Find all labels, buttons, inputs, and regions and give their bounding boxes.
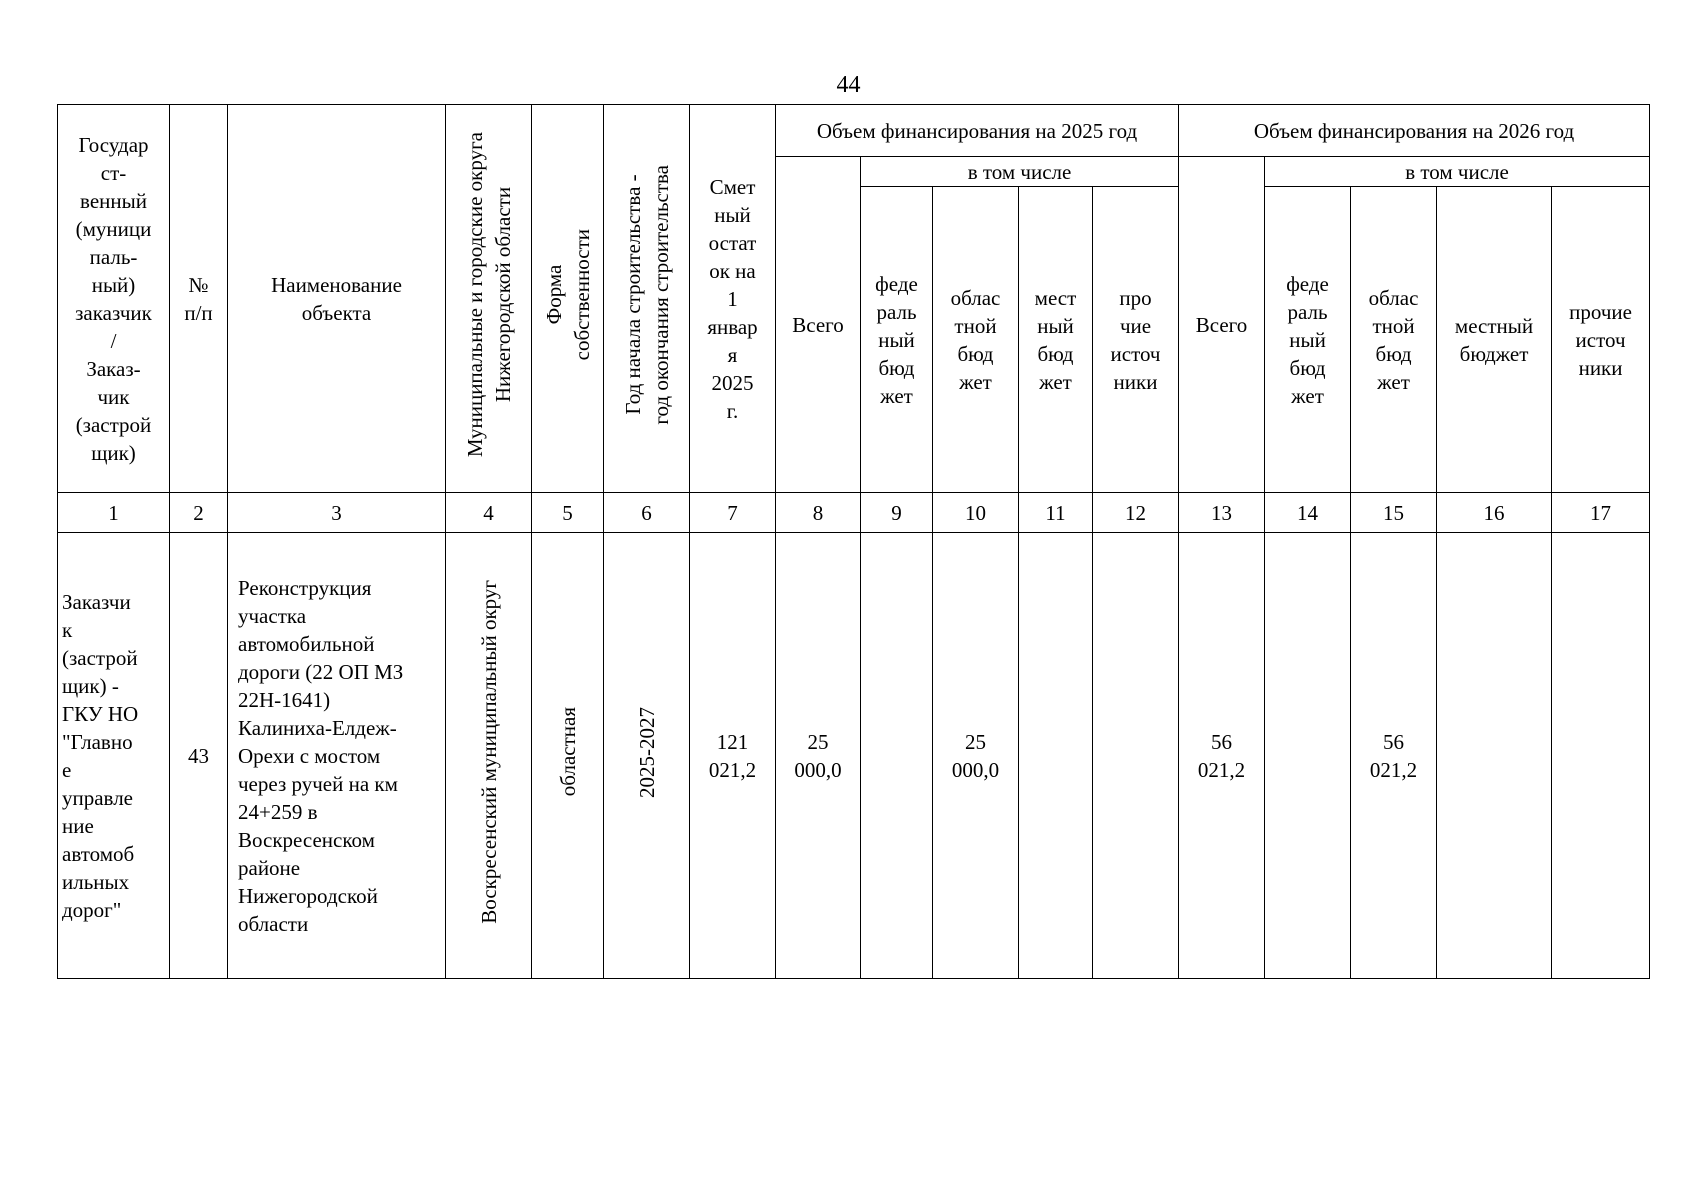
row-number: 43 <box>170 533 228 979</box>
column-numbers-row <box>58 493 1650 533</box>
row-object-name: Реконструкция участка автомобильной дороги (22 ОП МЗ 22Н-1641) Калиниха-Елдеж- Орехи с мостом через ручей на км 24+259 в Воскресенском районе Нижегородской области <box>228 533 446 979</box>
header-years: Год начала строительства - год окончания строительства <box>604 105 690 493</box>
row-total-2026: 56 021,2 <box>1179 533 1265 979</box>
column-number: 6 <box>604 493 690 533</box>
column-number: 8 <box>776 493 861 533</box>
column-number: 9 <box>861 493 933 533</box>
header-including-2026: в том числе <box>1265 157 1650 187</box>
header-funding-2025: Объем финансирования на 2025 год <box>776 105 1179 157</box>
header-municipality: Муниципальные и городские округа Нижегородской области <box>446 105 532 493</box>
column-number: 12 <box>1093 493 1179 533</box>
column-number: 3 <box>228 493 446 533</box>
table-row <box>58 533 1650 979</box>
row-ownership: областная <box>532 533 604 979</box>
row-federal-2026 <box>1265 533 1351 979</box>
header-funding-2026: Объем финансирования на 2026 год <box>1179 105 1650 157</box>
row-federal-2025 <box>861 533 933 979</box>
column-number: 4 <box>446 493 532 533</box>
header-local-2025: мест ный бюд жет <box>1019 187 1093 493</box>
row-local-2026 <box>1437 533 1552 979</box>
column-number: 1 <box>58 493 170 533</box>
column-number: 2 <box>170 493 228 533</box>
header-local-2026: местный бюджет <box>1437 187 1552 493</box>
column-number: 14 <box>1265 493 1351 533</box>
page-number: 44 <box>836 72 861 98</box>
row-balance: 121 021,2 <box>690 533 776 979</box>
header-other-2025: про чие источ ники <box>1093 187 1179 493</box>
header-total-2025: Всего <box>776 157 861 493</box>
header-customer: Государ ст- венный (муници паль- ный) заказчик / Заказ- чик (застрой щик) <box>58 105 170 493</box>
row-regional-2025: 25 000,0 <box>933 533 1019 979</box>
header-other-2026: прочие источ ники <box>1552 187 1650 493</box>
header-federal-2026: феде раль ный бюд жет <box>1265 187 1351 493</box>
header-federal-2025: феде раль ный бюд жет <box>861 187 933 493</box>
financing-table <box>57 104 1650 979</box>
header-balance: Смет ный остат ок на 1 январ я 2025 г. <box>690 105 776 493</box>
column-number: 15 <box>1351 493 1437 533</box>
row-other-2026 <box>1552 533 1650 979</box>
row-local-2025 <box>1019 533 1093 979</box>
row-regional-2026: 56 021,2 <box>1351 533 1437 979</box>
column-number: 7 <box>690 493 776 533</box>
header-regional-2025: облас тной бюд жет <box>933 187 1019 493</box>
header-regional-2026: облас тной бюд жет <box>1351 187 1437 493</box>
column-number: 10 <box>933 493 1019 533</box>
header-number: № п/п <box>170 105 228 493</box>
column-number: 13 <box>1179 493 1265 533</box>
column-number: 17 <box>1552 493 1650 533</box>
header-object-name: Наименование объекта <box>228 105 446 493</box>
row-customer: Заказчи к (застрой щик) - ГКУ НО "Главно е управле ние автомоб ильных дорог" <box>58 533 170 979</box>
header-including-2025: в том числе <box>861 157 1179 187</box>
row-municipality: Воскресенский муниципальный округ <box>446 533 532 979</box>
row-total-2025: 25 000,0 <box>776 533 861 979</box>
header-total-2026: Всего <box>1179 157 1265 493</box>
column-number: 5 <box>532 493 604 533</box>
column-number: 16 <box>1437 493 1552 533</box>
row-years: 2025-2027 <box>604 533 690 979</box>
header-row-1 <box>58 105 1650 157</box>
header-ownership: Форма собственности <box>532 105 604 493</box>
column-number: 11 <box>1019 493 1093 533</box>
row-other-2025 <box>1093 533 1179 979</box>
